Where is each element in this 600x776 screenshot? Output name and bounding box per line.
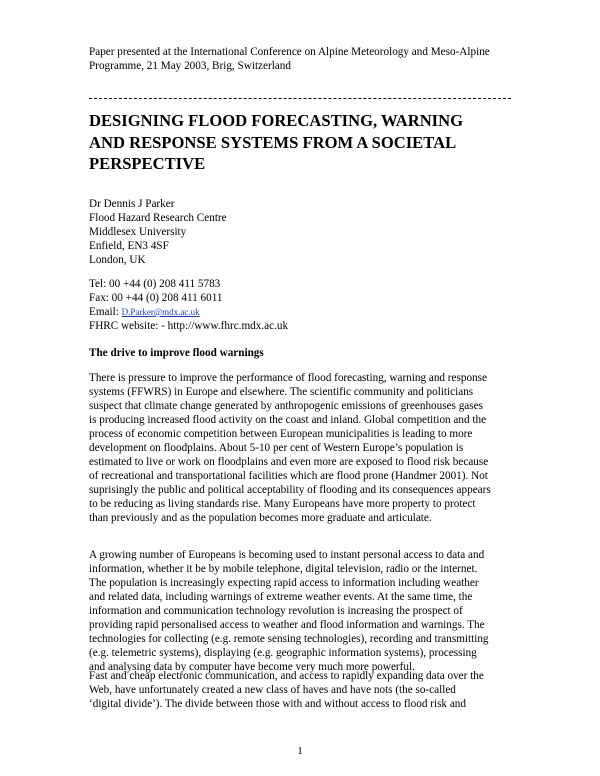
paragraph-line: technologies for collecting (e.g. remote sensing technologies), recording and transmitting [89,633,489,645]
paragraph-3 [89,669,529,711]
paragraph-line: estimated to live or work on floodplains and even more are exposed to flood risk because [89,456,489,468]
paragraph-2 [89,548,529,674]
paragraph-line: is producing increased flood activity on the coast and inland. Global competition and the [89,414,487,426]
contact-details [89,277,529,333]
author-university: Middlesex University [89,226,187,238]
paragraph-line: development on floodplains. About 5-10 per cent of Western Europe’s population is [89,442,464,454]
paragraph-line: to be reducing as living standards rise. Many Europeans have more property to protect [89,498,476,510]
title-line-1: DESIGNING FLOOD FORECASTING, WARNING [89,111,464,130]
email-label: Email: [89,306,122,318]
paragraph-line: information and communication technology revolution is increasing the prospect of [89,605,463,617]
paragraph-line: Fast and cheap electronic communication, and access to rapidly expanding data over the [89,670,484,682]
paper-title [89,110,529,175]
author-city: London, UK [89,254,146,266]
paragraph-line: providing rapid personalised access to weather and flood information and warnings. The [89,619,485,631]
paragraph-line: systems (FFWRS) in Europe and elsewhere. The scientific community and politicians [89,386,474,398]
paragraph-line: There is pressure to improve the performance of flood forecasting, warning and response [89,372,487,384]
title-line-3: PERSPECTIVE [89,154,206,173]
header-line-1: Paper presented at the International Conference on Alpine Meteorology and Meso-Alpine [89,46,490,58]
author-town: Enfield, EN3 4SF [89,240,169,252]
contact-website: FHRC website: - http://www.fhrc.mdx.ac.uk [89,320,289,332]
paragraph-line: A growing number of Europeans is becoming used to instant personal access to data and [89,549,485,561]
paragraph-line: than previously and as the population becomes more graduate and articulate. [89,512,432,524]
paragraph-1 [89,371,529,525]
header-line-2: Programme, 21 May 2003, Brig, Switzerland [89,60,291,72]
paragraph-line: The population is increasingly expecting rapid access to information including weather [89,577,479,589]
contact-tel: Tel: 00 +44 (0) 208 411 5783 [89,278,221,290]
page-number: 1 [297,745,303,757]
paragraph-line: (e.g. telemetric systems), displaying (e.g. geographic information systems), processing [89,647,477,659]
contact-fax: Fax: 00 +44 (0) 208 411 6011 [89,292,223,304]
paragraph-line: process of economic competition between European municipalities is leading to more [89,428,473,440]
paragraph-line: suprisingly the public and political acceptability of flooding and its consequences appears [89,484,491,496]
contact-email-row [89,305,529,319]
paragraph-line: suspect that climate change generated by anthropogenic emissions of greenhouses gases [89,400,483,412]
paragraph-line: Web, have unfortunately created a new class of haves and have nots (the so-called [89,684,456,696]
author-name: Dr Dennis J Parker [89,198,175,210]
section-heading: The drive to improve flood warnings [89,347,264,359]
paragraph-line: and related data, including warnings of extreme weather events. At the same time, the [89,591,473,603]
title-line-2: AND RESPONSE SYSTEMS FROM A SOCIETAL [89,132,457,152]
author-org: Flood Hazard Research Centre [89,212,227,224]
paragraph-line: ‘digital divide’). The divide between those with and without access to flood risk and [89,698,466,710]
dashed-divider [89,98,511,99]
paragraph-line: of recreational and transportational facilities which are flood prone (Handmer 2001). Not [89,470,488,482]
paragraph-line: information, whether it be by mobile telephone, digital television, radio or the internet. [89,563,478,575]
email-link[interactable]: D.Parker@mdx.ac.uk [121,307,200,317]
paragraph-line: and analysing data by computer have become very much more powerful. [89,661,415,673]
author-address [89,197,529,267]
conference-header [89,45,529,73]
